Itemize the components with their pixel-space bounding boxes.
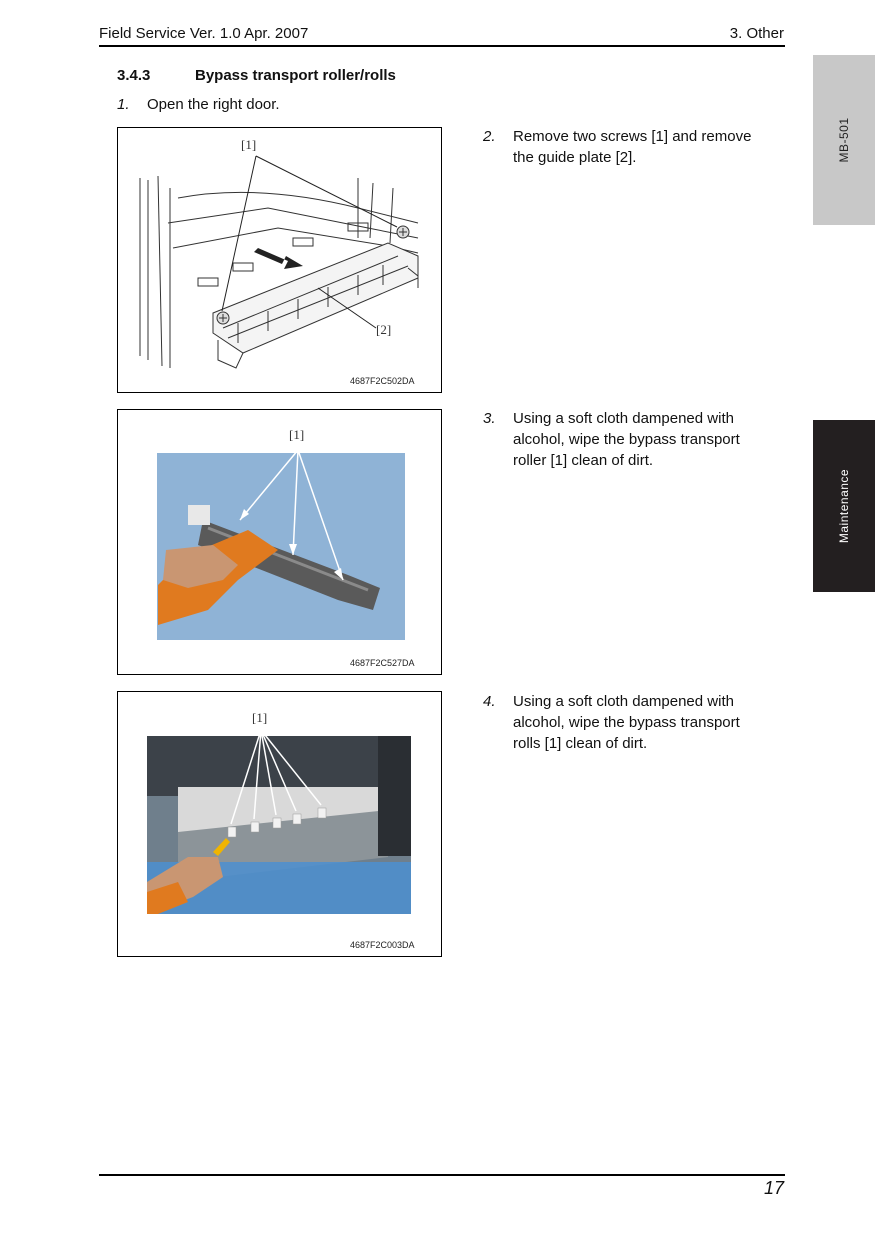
callout-1: [1]	[241, 137, 257, 152]
callout-1: [1]	[252, 710, 268, 725]
header-chapter: 3. Other	[729, 25, 784, 42]
side-tab-maintenance[interactable]	[813, 420, 875, 592]
step-4-line: alcohol, wipe the bypass transport	[513, 714, 740, 731]
step-1-number: 1.	[117, 96, 130, 113]
step-3-text	[513, 408, 740, 471]
figure-code: 4687F2C003DA	[350, 940, 415, 950]
figure-code: 4687F2C502DA	[350, 376, 415, 386]
figure-transport-rolls	[117, 691, 442, 957]
step-3-line: alcohol, wipe the bypass transport	[513, 431, 740, 448]
step-2-text	[513, 126, 751, 168]
callout-2: [2]	[376, 322, 392, 337]
step-3-number: 3.	[483, 410, 496, 427]
step-2-line: Remove two screws [1] and remove	[513, 128, 752, 145]
step-2-line: the guide plate [2].	[513, 149, 637, 166]
figure-transport-roller	[117, 409, 442, 675]
step-4-line: rolls [1] clean of dirt.	[513, 735, 648, 752]
transport-rolls-photo	[118, 692, 441, 956]
side-tab-model[interactable]	[813, 55, 875, 225]
step-3-line: roller [1] clean of dirt.	[513, 452, 654, 469]
step-2-number: 2.	[483, 128, 496, 145]
section-number: 3.4.3	[117, 67, 151, 84]
step-4-line: Using a soft cloth dampened with	[513, 693, 734, 710]
step-1-text: Open the right door.	[147, 96, 280, 113]
side-tab-model-label: MB-501	[837, 117, 851, 163]
callout-1: [1]	[289, 427, 305, 442]
header-rule	[99, 45, 785, 47]
transport-roller-photo	[118, 410, 441, 674]
footer-rule	[99, 1174, 785, 1176]
guide-plate-illustration	[118, 128, 441, 392]
step-4-text	[513, 691, 740, 754]
figure-guide-plate	[117, 127, 442, 393]
step-4-number: 4.	[483, 693, 496, 710]
step-3-line: Using a soft cloth dampened with	[513, 410, 734, 427]
side-tab-maintenance-label: Maintenance	[837, 468, 851, 544]
figure-code: 4687F2C527DA	[350, 658, 415, 668]
page-number: 17	[763, 1178, 784, 1198]
header-title: Field Service Ver. 1.0 Apr. 2007	[99, 25, 309, 42]
section-title: Bypass transport roller/rolls	[195, 67, 396, 84]
